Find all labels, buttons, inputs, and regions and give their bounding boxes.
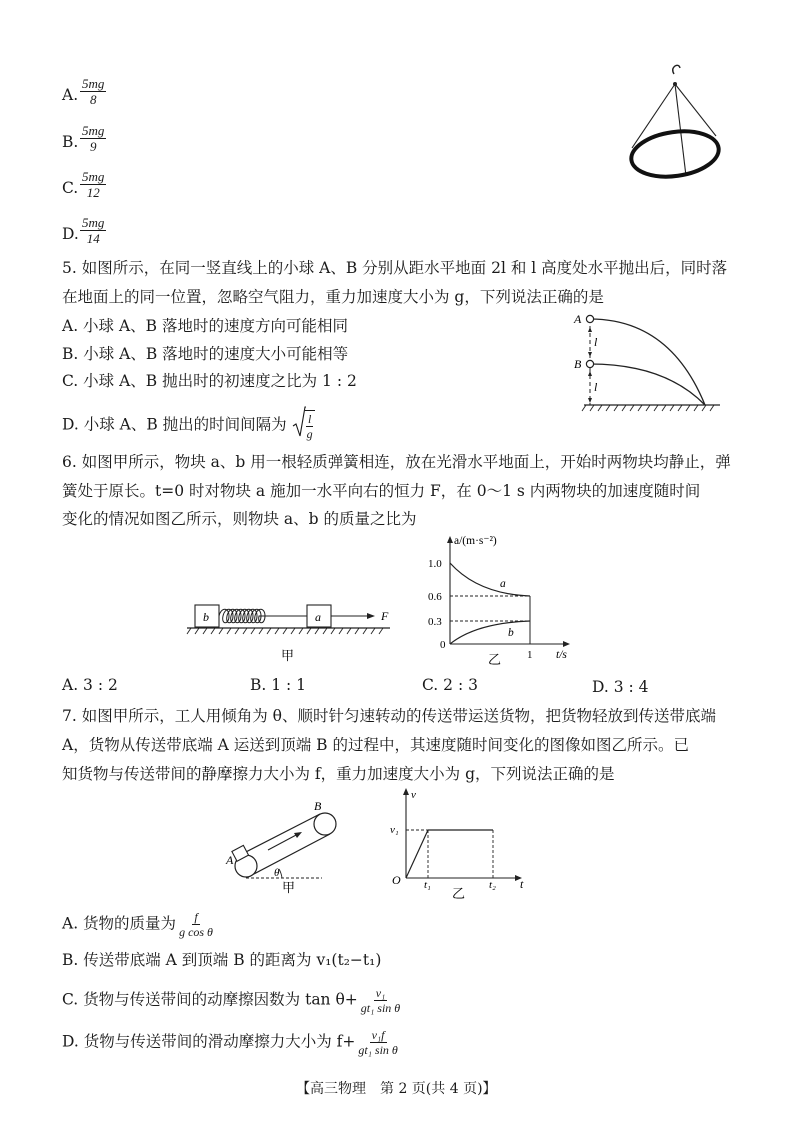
q5-stem-line2: 在地面上的同一位置，忽略空气阻力，重力加速度大小为 g，下列说法正确的是 — [62, 288, 604, 306]
q7-velocity-graph — [388, 784, 538, 902]
q6-stem-line2: 簧处于原长。t=0 时对物块 a 施加一水平向右的恒力 F，在 0～1 s 内两物块的加速度随时间 — [62, 482, 701, 500]
curve-a-label: a — [500, 578, 506, 590]
tick-0-3: 0.3 — [428, 616, 442, 628]
q6-stem-line1: 6. 如图甲所示，物块 a、b 用一根轻质弹簧相连，放在光滑水平地面上，开始时两物块均静止，弹 — [62, 453, 731, 471]
q5-stem-line1: 5. 如图所示，在同一竖直线上的小球 A、B 分别从距水平地面 2l 和 l 高度处水平抛出后，同时落 — [62, 259, 728, 277]
q5-option-a: A. 小球 A、B 落地时的速度方向可能相同 — [62, 317, 348, 335]
label-l-upper: l — [594, 335, 598, 349]
q5-option-d-fraction — [305, 410, 315, 441]
label-b: B — [574, 357, 582, 371]
fraction-numerator: v₁ — [375, 986, 386, 1000]
q5-option-c: C. 小球 A、B 抛出时的初速度之比为 1 : 2 — [62, 372, 357, 390]
q7-stem-line2: A，货物从传送带底端 A 运送到顶端 B 的过程中，其速度随时间变化的图像如图乙所示。已 — [62, 736, 689, 754]
tick-t1: t₁ — [424, 879, 431, 891]
tick-1-0: 1.0 — [428, 558, 442, 570]
q5-projectile-figure — [570, 305, 730, 417]
fraction-numerator: 5mg — [82, 169, 105, 184]
fraction-denominator: gt₁ sin θ — [358, 1043, 398, 1057]
page-footer: 【高三物理 第 2 页(共 4 页)】 — [296, 1081, 497, 1097]
fraction-denominator: 9 — [89, 139, 97, 154]
fraction-denominator: 14 — [86, 231, 100, 246]
fraction-numerator: l — [307, 412, 312, 426]
q7-option-d-text: D. 货物与传送带间的滑动摩擦力大小为 f+ — [62, 1032, 356, 1051]
q4-option-c-letter: C. — [62, 179, 79, 197]
fraction-denominator: 8 — [89, 92, 97, 107]
axis-v-label: v — [411, 789, 416, 801]
sqrt-expression — [292, 410, 316, 441]
sqrt-sign-icon — [292, 406, 306, 440]
curve-b-label: b — [508, 627, 514, 639]
q4-option-d-letter: D. — [62, 225, 79, 243]
q7-option-c-fraction — [359, 986, 402, 1015]
label-l-lower: l — [594, 380, 598, 394]
hanging-ring-figure — [620, 64, 730, 184]
label-a: A — [226, 853, 234, 867]
fraction-numerator: 5mg — [82, 76, 105, 91]
q5-option-d — [62, 410, 316, 441]
q7-option-a — [62, 910, 216, 939]
fraction-numerator: f — [194, 910, 198, 924]
fraction-denominator: g cos θ — [179, 925, 213, 939]
q6-option-a: A. 3 : 2 — [62, 676, 118, 694]
fraction-numerator: 5mg — [82, 123, 105, 138]
q6-spring-figure — [185, 598, 400, 668]
fraction-denominator: g — [306, 427, 313, 441]
q7-option-c — [62, 986, 403, 1015]
graph-y-label: a/(m·s⁻²) — [454, 535, 497, 547]
tick-t-1: 1 — [527, 649, 533, 661]
label-theta: θ — [274, 867, 280, 879]
q6-option-b: B. 1 : 1 — [250, 676, 307, 694]
q6-option-d: D. 3 : 4 — [592, 678, 649, 696]
q4-option-c-fraction — [80, 169, 106, 200]
force-f-label: F — [381, 609, 389, 623]
q4-option-a-fraction — [80, 76, 106, 107]
q5-option-d-text: D. 小球 A、B 抛出的时间间隔为 — [62, 415, 287, 434]
figure-caption-jia: 甲 — [282, 880, 296, 895]
axis-t-label: t — [520, 877, 524, 891]
fraction-numerator: v₁f — [371, 1028, 385, 1042]
q7-stem-line3: 知货物与传送带间的静摩擦力大小为 f，重力加速度大小为 g，下列说法正确的是 — [62, 765, 615, 783]
q7-option-a-text: A. 货物的质量为 — [62, 914, 177, 933]
block-a-label: a — [315, 610, 321, 624]
q4-option-b-letter: B. — [62, 133, 79, 151]
tick-v1: v₁ — [390, 824, 399, 836]
fraction-denominator: gt₁ sin θ — [360, 1001, 401, 1015]
figure-caption-jia: 甲 — [281, 648, 295, 663]
tick-0-6: 0.6 — [428, 591, 442, 603]
q7-option-b: B. 传送带底端 A 到顶端 B 的距离为 v₁(t₂−t₁) — [62, 951, 382, 969]
q6-acceleration-graph — [420, 532, 590, 667]
figure-caption-yi: 乙 — [452, 886, 466, 901]
origin-label: O — [392, 873, 401, 887]
q7-option-d-fraction — [356, 1028, 399, 1057]
q7-option-d — [62, 1028, 401, 1057]
q7-option-c-text: C. 货物与传送带间的动摩擦因数为 tan θ+ — [62, 990, 358, 1009]
label-b: B — [314, 800, 322, 813]
tick-origin: 0 — [440, 639, 446, 651]
q6-option-c: C. 2 : 3 — [422, 676, 478, 694]
q7-option-a-fraction — [177, 910, 215, 939]
q5-option-b: B. 小球 A、B 落地时的速度大小可能相等 — [62, 345, 349, 363]
fraction-numerator: 5mg — [82, 215, 105, 230]
fraction-denominator: 12 — [86, 185, 100, 200]
q6-stem-line3: 变化的情况如图乙所示，则物块 a、b 的质量之比为 — [62, 510, 417, 528]
graph-x-label: t/s — [556, 649, 567, 661]
q4-option-b-fraction — [80, 123, 106, 154]
tick-t2: t₂ — [489, 879, 496, 891]
q7-stem-line1: 7. 如图甲所示，工人用倾角为 θ、顺时针匀速转动的传送带运送货物，把货物轻放到传送带底端 — [62, 707, 716, 725]
label-a: A — [574, 312, 582, 326]
block-b-label: b — [203, 610, 209, 624]
q7-conveyor-figure — [222, 800, 352, 895]
q4-option-a-letter: A. — [62, 86, 79, 104]
figure-caption-yi: 乙 — [488, 652, 502, 667]
q4-option-d-fraction — [80, 215, 106, 246]
